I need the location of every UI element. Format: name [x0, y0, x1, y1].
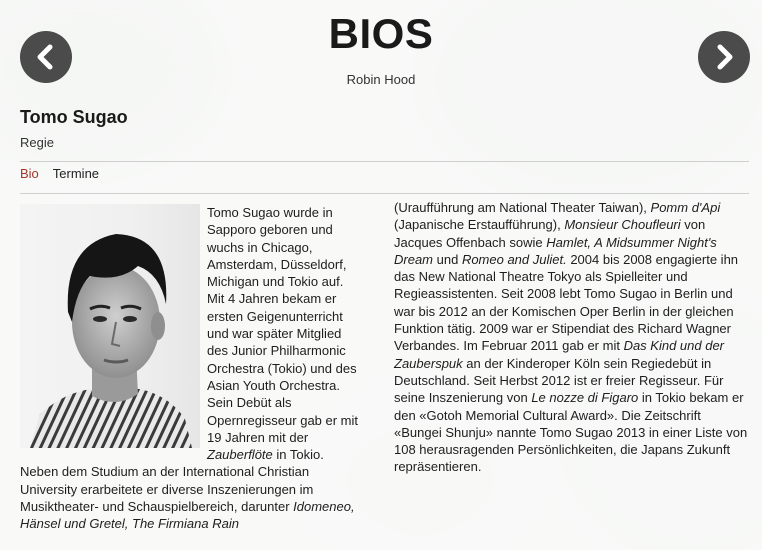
- bio-text-column-1: Tomo Sugao wurde in Sapporo geboren und wuchs in Chicago, Amsterdam, Düsseldorf, Michigan und Tokio auf. Mit 4 Jahren bekam er ersten Geigenunterricht und war später Mitglied des Junior Philharmonic Orchestra (Tokio) und des Asian Youth Orchestra. Sein Debüt als Opernregisseur gab er mit 19 Jahren mit der Zauberflöte in Tokio. Neben dem Studium an der International Christian University erarbeitete er diverse Inszenierungen im Musiktheater- und Schauspielbereich, darunter Idomeneo, Hänsel und Gretel, The Firmiana Rain: [20, 205, 359, 532]
- tab-bio[interactable]: Bio: [20, 166, 39, 181]
- divider-top: [20, 161, 749, 162]
- person-role: Regie: [20, 135, 54, 150]
- page-title: BIOS: [328, 10, 434, 57]
- person-name: Tomo Sugao: [20, 107, 128, 127]
- production-subtitle: Robin Hood: [346, 72, 416, 87]
- bio-text-column-2: (Uraufführung am National Theater Taiwan), Pomm d'Api (Japanische Erstaufführung), Monsieur Choufleuri von Jacques Offenbach sowie Hamlet, A Midsummer Night's Dream und Romeo and Juliet. 2004 bis 2008 engagierte ihn das New National Theatre Tokyo als Spielleiter und Regieassistenten. Seit 2008 lebt Tomo Sugao in Berlin und war bis 2012 an der Komischen Oper Berlin in der gleichen Funktion tätig. 2009 war er Stipendiat des Richard Wagner Verbandes. Im Februar 2011 gab er mit Das Kind und der Zauberspuk an der Kinderoper Köln sein Regiedebüt in Deutschland. Seit Herbst 2012 ist er freier Regisseur. Für seine Inszenierung von Le nozze di Figaro in Tokio bekam er den «Gotoh Memorial Cultural Award». Die Zeitschrift «Bungei Shunju» nannte Tomo Sugao 2013 in einer Liste von 108 herausragenden Persönlichkeiten, die Japans Zukunft repräsentieren.: [394, 200, 748, 475]
- tab-termine[interactable]: Termine: [52, 166, 100, 181]
- bio-tabs: [20, 166, 99, 181]
- divider-bottom: [20, 193, 749, 194]
